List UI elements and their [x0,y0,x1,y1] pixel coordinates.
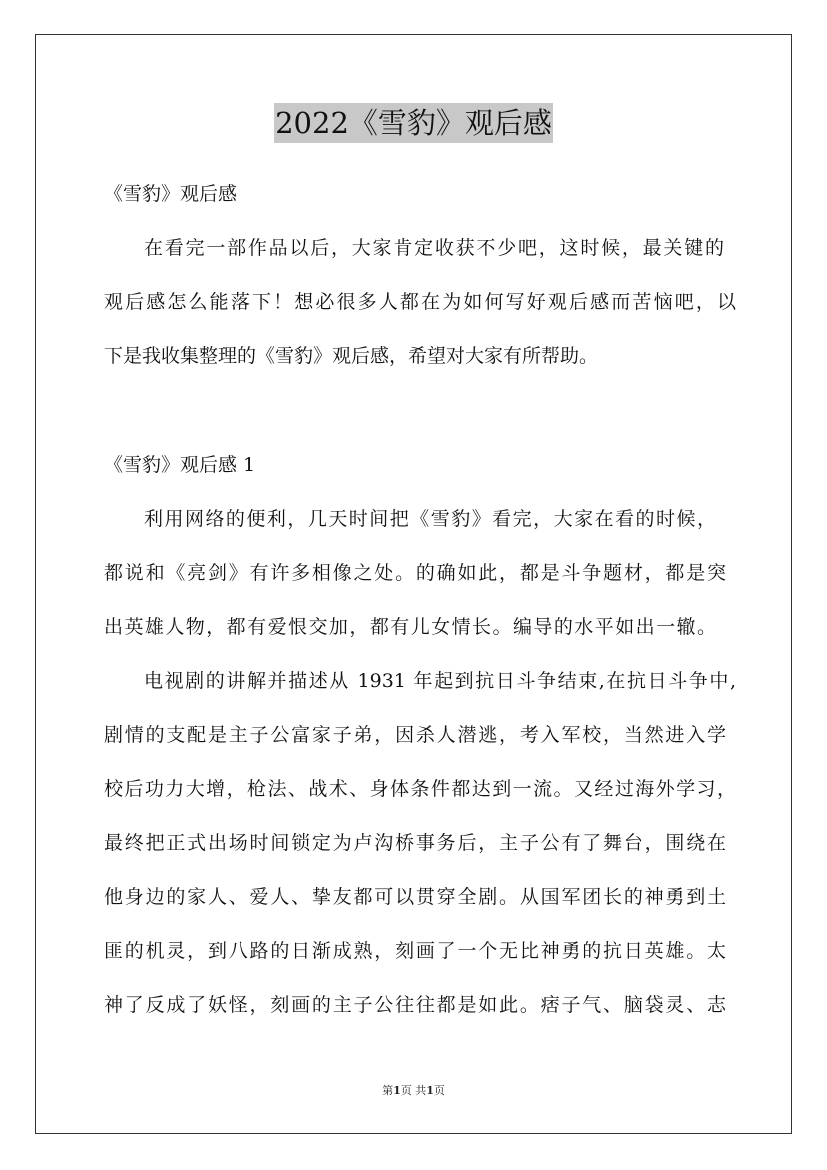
paragraph-line: 出英雄人物，都有爱恨交加，都有儿女情长。编导的水平如出一辙。 [104,616,716,638]
section-heading: 《雪豹》观后感 1 [104,454,256,476]
paragraph-line: 电视剧的讲解并描述从 1931 年起到抗日斗争结束,在抗日斗争中, [144,670,736,692]
footer-mid: 页 共 [400,1084,427,1097]
paragraph-line: 观后感怎么能落下！想必很多人都在为如何写好观后感而苦恼吧，以 [104,291,736,313]
paragraph-line: 神了反成了妖怪，刻画的主子公往往都是如此。痞子气、脑袋灵、志 [104,994,726,1016]
paragraph-line: 匪的机灵，到八路的日渐成熟，刻画了一个无比神勇的抗日英雄。太 [104,940,726,962]
footer-suffix: 页 [433,1084,445,1097]
paragraph-line: 都说和《亮剑》有许多相像之处。的确如此，都是斗争题材，都是突 [104,562,726,584]
paragraph-line: 他身边的家人、爱人、挚友都可以贯穿全剧。从国军团长的神勇到土 [104,886,726,908]
page-footer [0,1083,827,1099]
title-container [0,103,827,143]
paragraph-line: 最终把正式出场时间锁定为卢沟桥事务后，主子公有了舞台，围绕在 [104,832,726,854]
footer-total-pages: 1 [426,1084,434,1097]
footer-prefix: 第 [382,1084,394,1097]
paragraph-line: 下是我收集整理的《雪豹》观后感，希望对大家有所帮助。 [104,345,599,367]
document-title: 2022《雪豹》观后感 [274,103,553,143]
paragraph-line: 在看完一部作品以后，大家肯定收获不少吧，这时候，最关键的 [144,237,724,259]
paragraph-line: 剧情的支配是主子公富家子弟，因杀人潜逃，考入军校，当然进入学 [104,724,726,746]
paragraph-line: 校后功力大增，枪法、战术、身体条件都达到一流。又经过海外学习， [104,778,736,800]
section-heading: 《雪豹》观后感 [104,183,238,205]
paragraph-line: 利用网络的便利，几天时间把《雪豹》看完，大家在看的时候， [144,508,716,530]
footer-page-number: 1 [393,1084,401,1097]
